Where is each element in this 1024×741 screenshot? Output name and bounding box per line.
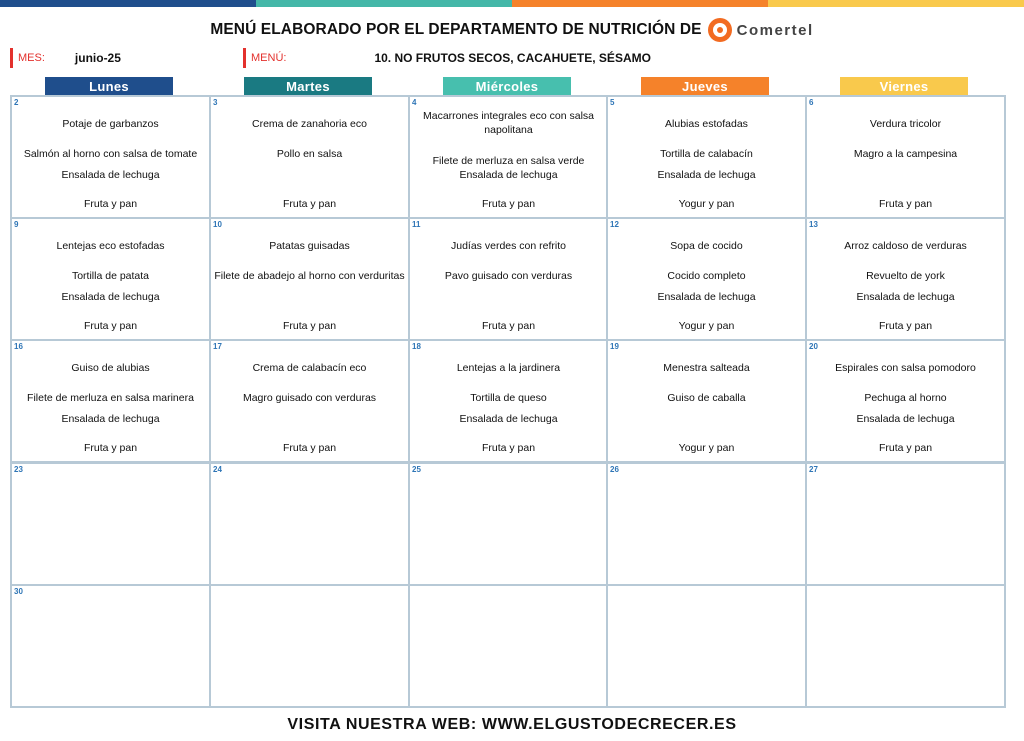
dish-side: Ensalada de lechuga [459, 413, 558, 425]
day-number: 30 [14, 587, 23, 596]
logo-text: Comertel [736, 21, 814, 39]
dish-first: Verdura tricolor [869, 118, 942, 130]
day-number: 19 [610, 342, 619, 351]
dish-second: Pavo guisado con verduras [444, 270, 573, 282]
day-cell [10, 584, 211, 708]
dish-second: Magro guisado con verduras [242, 392, 377, 404]
dish-dessert: Yogur y pan [678, 198, 735, 210]
dish-dessert: Fruta y pan [83, 198, 138, 210]
menu-value: 10. NO FRUTOS SECOS, CACAHUETE, SÉSAMO [374, 51, 651, 65]
page-title: MENÚ ELABORADO POR EL DEPARTAMENTO DE NUTRICIÓN DE [210, 21, 702, 38]
top-color-bar [0, 0, 1024, 7]
day-number: 23 [14, 465, 23, 474]
day-number: 26 [610, 465, 619, 474]
dish-side: Ensalada de lechuga [61, 291, 160, 303]
day-number: 10 [213, 220, 222, 229]
dish-second: Guiso de caballa [667, 392, 746, 404]
day-cell [408, 339, 609, 463]
dish-side: Ensalada de lechuga [459, 169, 558, 181]
dish-second: Cocido completo [667, 270, 746, 282]
dish-second: Magro a la campesina [853, 148, 958, 160]
dish-first: Lentejas eco estofadas [56, 240, 165, 252]
day-cell [209, 584, 410, 708]
day-cell [209, 462, 410, 586]
day-cell [805, 95, 1006, 219]
dish-first: Menestra salteada [663, 362, 750, 374]
dish-first: Judías verdes con refrito [451, 240, 566, 252]
menu-marker [243, 48, 246, 68]
day-number: 13 [809, 220, 818, 229]
dish-dessert: Fruta y pan [878, 442, 933, 454]
day-number: 6 [809, 98, 814, 107]
dish-side: Ensalada de lechuga [61, 413, 160, 425]
day-number: 3 [213, 98, 218, 107]
day-number: 9 [14, 220, 19, 229]
day-cell [805, 584, 1006, 708]
dish-first: Crema de zanahoria eco [252, 118, 367, 130]
menu-field [243, 48, 1004, 68]
dish-first: Arroz caldoso de verduras [844, 240, 967, 252]
dish-first: Espirales con salsa pomodoro [835, 362, 976, 374]
dish-side: Ensalada de lechuga [657, 291, 756, 303]
top-bar-segment [0, 0, 256, 7]
day-cell [606, 584, 807, 708]
day-number: 17 [213, 342, 222, 351]
dish-second: Tortilla de queso [470, 392, 547, 404]
comertel-logo [708, 18, 814, 42]
dish-dessert: Yogur y pan [678, 442, 735, 454]
dish-dessert: Fruta y pan [481, 198, 536, 210]
dish-first: Patatas guisadas [269, 240, 350, 252]
dish-dessert: Yogur y pan [678, 320, 735, 332]
day-cell [408, 584, 609, 708]
dish-side: Ensalada de lechuga [856, 413, 955, 425]
day-number: 18 [412, 342, 421, 351]
dish-second: Tortilla de patata [71, 270, 150, 282]
header [0, 14, 1024, 46]
day-cell [606, 217, 807, 341]
dish-dessert: Fruta y pan [282, 442, 337, 454]
dish-side: Ensalada de lechuga [61, 169, 160, 181]
day-number: 16 [14, 342, 23, 351]
day-number: 27 [809, 465, 818, 474]
month-marker [10, 48, 13, 68]
dish-side: Ensalada de lechuga [657, 169, 756, 181]
comertel-logo-icon [708, 18, 732, 42]
day-number: 11 [412, 220, 421, 229]
day-cell [805, 217, 1006, 341]
dish-second: Revuelto de york [866, 270, 945, 282]
dish-first: Alubias estofadas [665, 118, 748, 130]
dish-first: Potaje de garbanzos [62, 118, 159, 130]
dish-dessert: Fruta y pan [481, 442, 536, 454]
day-cell [805, 339, 1006, 463]
dish-side: Ensalada de lechuga [856, 291, 955, 303]
dish-second: Filete de abadejo al horno con verduritas [214, 270, 405, 282]
dish-dessert: Fruta y pan [83, 442, 138, 454]
day-number: 2 [14, 98, 19, 107]
day-cell [408, 462, 609, 586]
day-cell [10, 217, 211, 341]
top-bar-segment [512, 0, 768, 7]
day-number: 4 [412, 98, 417, 107]
dish-second: Tortilla de calabacín [660, 148, 753, 160]
dish-second: Pollo en salsa [276, 148, 343, 160]
dish-dessert: Fruta y pan [481, 320, 536, 332]
dish-dessert: Fruta y pan [83, 320, 138, 332]
day-number: 24 [213, 465, 222, 474]
dish-second: Filete de merluza en salsa verde [432, 155, 585, 167]
day-cell [10, 462, 211, 586]
day-cell [10, 339, 211, 463]
dish-first: Macarrones integrales eco con salsa napolitana [422, 110, 594, 136]
top-bar-segment [256, 0, 512, 7]
month-field [10, 48, 209, 68]
day-header-viernes: Viernes [840, 77, 968, 95]
menu-calendar-grid [10, 95, 1004, 706]
dish-first: Lentejas a la jardinera [456, 362, 561, 374]
day-header-lunes: Lunes [45, 77, 173, 95]
dish-dessert: Fruta y pan [878, 198, 933, 210]
day-number: 20 [809, 342, 818, 351]
footer-website: VISITA NUESTRA WEB: WWW.ELGUSTODECRECER.ES [287, 716, 737, 733]
top-bar-segment [768, 0, 1024, 7]
dish-dessert: Fruta y pan [282, 198, 337, 210]
day-cell [209, 217, 410, 341]
dish-first: Sopa de cocido [670, 240, 743, 252]
dish-second: Salmón al horno con salsa de tomate [23, 148, 198, 160]
menu-label: MENÚ: [251, 52, 287, 64]
dish-second: Filete de merluza en salsa marinera [27, 392, 194, 404]
day-cell [606, 462, 807, 586]
day-cell [209, 95, 410, 219]
day-number: 12 [610, 220, 619, 229]
day-cell [10, 95, 211, 219]
month-label: MES: [18, 52, 45, 64]
day-cell [606, 95, 807, 219]
day-number: 5 [610, 98, 615, 107]
dish-first: Crema de calabacín eco [252, 362, 367, 374]
day-cell [805, 462, 1006, 586]
day-cell [209, 339, 410, 463]
dish-second: Pechuga al horno [864, 392, 947, 404]
month-value: junio-25 [74, 51, 121, 65]
dish-dessert: Fruta y pan [878, 320, 933, 332]
dish-dessert: Fruta y pan [282, 320, 337, 332]
day-header-miercoles: Miércoles [443, 77, 571, 95]
day-cell [408, 217, 609, 341]
day-cell [408, 95, 609, 219]
day-number: 25 [412, 465, 421, 474]
day-cell [606, 339, 807, 463]
day-header-martes: Martes [244, 77, 372, 95]
dish-first: Guiso de alubias [71, 362, 150, 374]
day-header-jueves: Jueves [641, 77, 769, 95]
